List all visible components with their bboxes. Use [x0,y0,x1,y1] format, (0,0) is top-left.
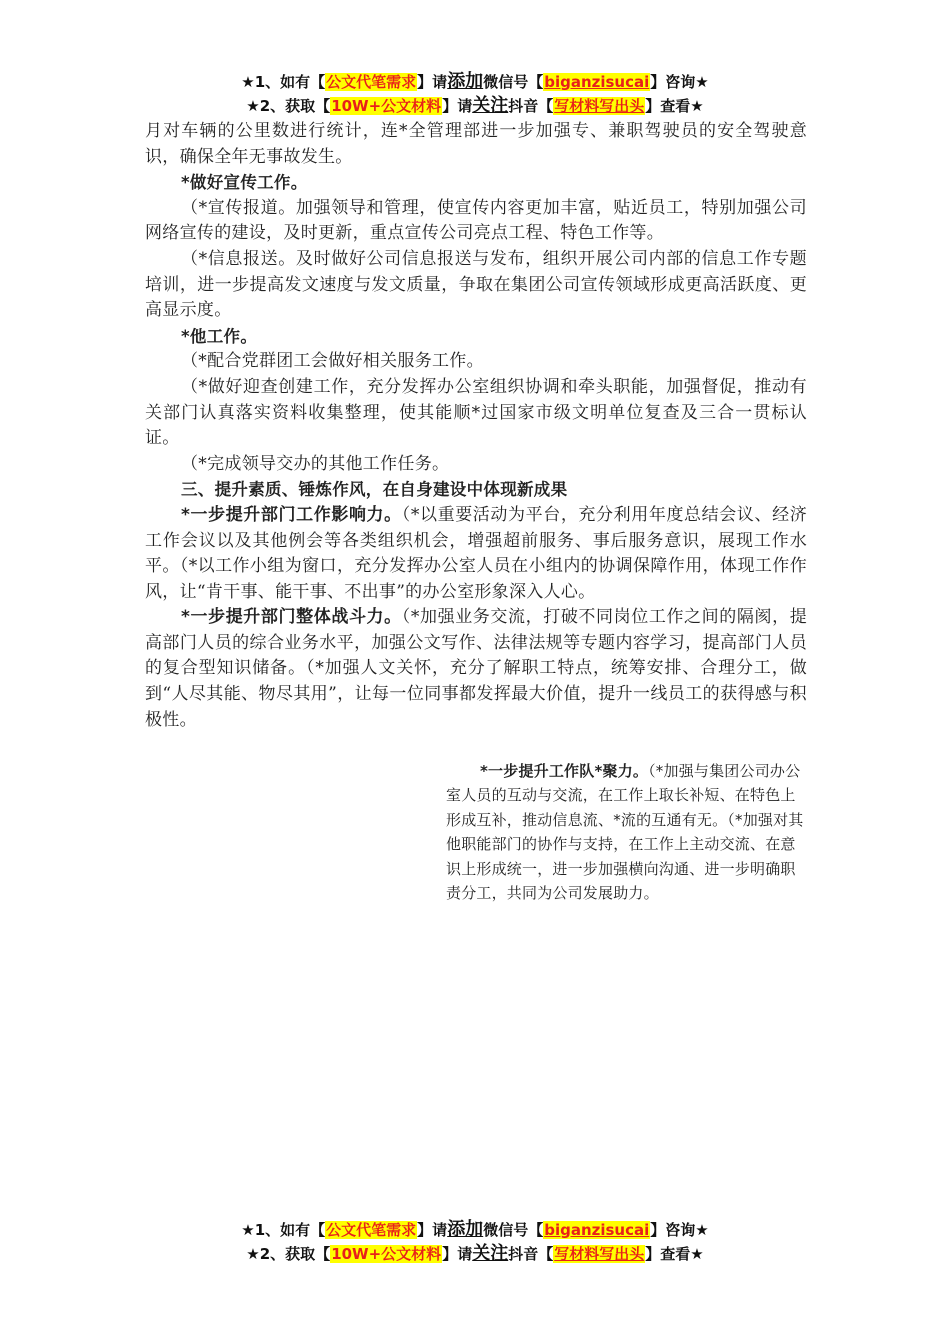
paragraph: *一步提升工作队*聚力。（*加强与集团公司办公室人员的互动与交流，在工作上取长补短、在特色上形成互补，推动信息流、*流的互通有无。（*加强对其他职能部门的协作与支持，在工作上主动交流、在意识上形成统一，进一步加强横向沟通、进一步明确职责分工，共同为公司发展助力。 [446,762,804,903]
paragraph-lead: *一步提升部门整体战斗力。 [181,607,402,628]
paragraph-lead: *一步提升工作队*聚力。 [480,762,649,780]
highlight-materials: 10W+公文材料 [331,97,442,115]
footer-banner [0,1218,950,1266]
wechat-id[interactable]: biganzisucai [544,1221,650,1239]
banner-line-1: ★1、如有【公文代笔需求】请添加微信号【biganzisucai】咨询★ [241,71,709,92]
section-heading: *他工作。 [181,326,258,346]
paragraph: （*信息报送。及时做好公司信息报送与发布，组织开展公司内部的信息工作专题培训，进一步提高发文速度与发文质量，争取在集团公司宣传领域形成更高活跃度、更高显示度。 [145,248,807,321]
douyin-account[interactable]: 写材料写出头 [554,1245,645,1263]
banner-line-1: ★1、如有【公文代笔需求】请添加微信号【biganzisucai】咨询★ [241,1219,709,1240]
paragraph: *一步提升部门整体战斗力。（*加强业务交流，打破不同岗位工作之间的隔阂，提高部门人员的综合业务水平，加强公文写作、法律法规等专题内容学习，提高部门人员的复合型知识储备。（*加强人文关怀，充分了解职工特点，统筹安排、合理分工，做到“人尽其能、物尽其用”，让每一位同事都发挥最大价值，提升一线员工的获得感与积极性。 [145,607,807,730]
banner-line-2: ★2、获取【10W+公文材料】请关注抖音【写材料写出头】查看★ [246,95,704,116]
header-banner [0,70,950,118]
offset-paragraph [446,759,808,905]
paragraph: 月对车辆的公里数进行统计，连*全管理部进一步加强专、兼职驾驶员的安全驾驶意识，确保全年无事故发生。 [145,121,807,167]
paragraph-lead: *一步提升部门工作影响力。 [181,504,402,525]
douyin-account[interactable]: 写材料写出头 [554,97,645,115]
highlight-service: 公文代笔需求 [326,73,417,91]
paragraph: （*做好迎查创建工作，充分发挥办公室组织协调和牵头职能，加强督促，推动有关部门认真落实资料收集整理，使其能顺*过国家市级文明单位复查及三合一贯标认证。 [145,376,807,449]
highlight-service: 公文代笔需求 [326,1221,417,1239]
wechat-id[interactable]: biganzisucai [544,73,650,91]
section-heading: *做好宣传工作。 [181,173,308,193]
paragraph: （*完成领导交办的其他工作任务。 [181,453,450,474]
paragraph: *一步提升部门工作影响力。（*以重要活动为平台，充分利用年度总结会议、经济工作会议以及其他例会等各类组织机会，增强超前服务、事后服务意识，展现工作水平。（*以工作小组为窗口，充分发挥办公室人员在小组内的协调保障作用，体现工作作风，让“肯干事、能干事、不出事”的办公室形象深入人心。 [145,504,807,602]
highlight-materials: 10W+公文材料 [331,1245,442,1263]
paragraph: （*配合党群团工会做好相关服务工作。 [181,351,484,372]
banner-line-2: ★2、获取【10W+公文材料】请关注抖音【写材料写出头】查看★ [246,1243,704,1264]
chapter-heading: 三、提升素质、锤炼作风，在自身建设中体现新成果 [181,480,568,500]
paragraph: （*宣传报道。加强领导和管理，使宣传内容更加丰富，贴近员工，特别加强公司网络宣传的建设，及时更新，重点宣传公司亮点工程、特色工作等。 [145,197,807,244]
document-body [145,119,807,733]
